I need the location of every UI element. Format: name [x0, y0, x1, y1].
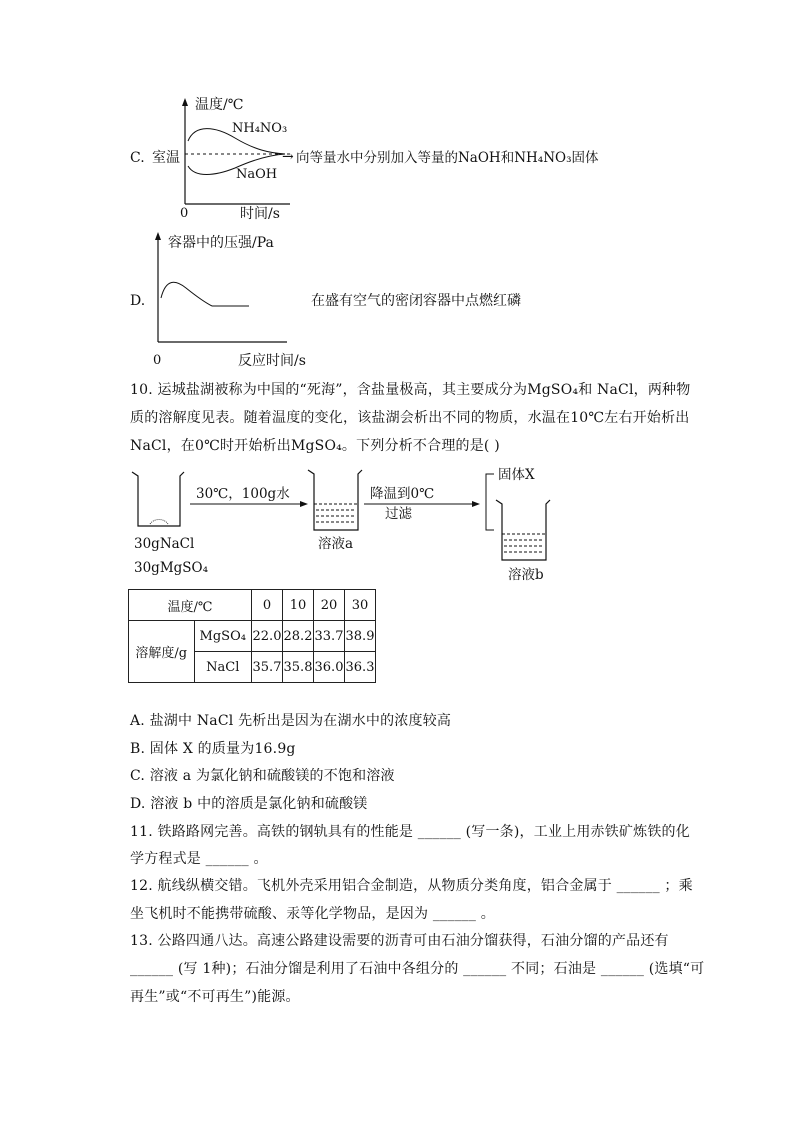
- temp-cell: 0: [252, 590, 283, 621]
- temp-cell: 20: [314, 590, 345, 621]
- graph-c-x-label: 时间/s: [240, 206, 280, 222]
- graph-d-x-label: 反应时间/s: [238, 353, 306, 369]
- q11-line-1: 11. 铁路路网完善。高铁的钢轨具有的性能是 ______ (写一条)，工业上用赤铁矿炼铁的化: [130, 824, 690, 840]
- q12-line-2: 坐飞机时不能携带硫酸、汞等化学物品，是因为 ______ 。: [130, 906, 495, 922]
- option-c-label: C.: [130, 150, 145, 166]
- substance-name: NaCl: [194, 652, 251, 683]
- solubility-table: [128, 589, 376, 683]
- table-cell: 38.9: [345, 621, 376, 652]
- q10-option-a[interactable]: A. 盐湖中 NaCl 先析出是因为在湖水中的浓度较高: [130, 713, 452, 729]
- temperature-y-label: 温度/℃: [195, 97, 244, 113]
- q13-line-1: 13. 公路四通八达。高速公路建设需要的沥青可由石油分馏获得，石油分馏的产品还有: [130, 933, 669, 949]
- option-d-description: 在盛有空气的密闭容器中点燃红磷: [311, 293, 521, 309]
- graph-c-arrow: →: [282, 149, 294, 165]
- beaker-1-label-mgso4: 30gMgSO₄: [134, 560, 209, 576]
- solubility-row-header: 溶解度/g: [129, 621, 195, 683]
- q13-line-2: ______ (写 1种)；石油分馏是利用了石油中各组分的 ______ 不同；石油是 ______ (选填“可: [130, 961, 705, 977]
- q10-option-b[interactable]: B. 固体 X 的质量为16.9g: [130, 741, 296, 757]
- q13-line-3: 再生”或“不可再生”)能源。: [130, 989, 300, 1005]
- table-cell: 36.0: [314, 652, 345, 683]
- curve-nh4no3-label: NH₄NO₃: [232, 121, 288, 136]
- q12-line-1: 12. 航线纵横交错。飞机外壳采用铝合金制造，从物质分类角度，铝合金属于 ______ ；乘: [130, 878, 693, 894]
- option-c-description: 向等量水中分别加入等量的NaOH和NH₄NO₃固体: [296, 150, 599, 166]
- table-cell: 22.0: [252, 621, 283, 652]
- arrow-2-top-label: 降温到0℃: [370, 486, 435, 502]
- graph-c-origin: 0: [180, 206, 189, 221]
- beaker-1-icon: [132, 472, 184, 526]
- option-d-label: D.: [130, 293, 146, 309]
- table-cell: 35.7: [252, 652, 283, 683]
- q10-line-1: 10. 运城盐湖被称为中国的“死海”，含盐量极高，其主要成分为MgSO₄和 NaCl，两种物: [130, 382, 691, 398]
- beaker-2-icon: [308, 470, 362, 530]
- table-cell: 36.3: [345, 652, 376, 683]
- beaker-3-icon: [496, 500, 550, 560]
- temp-cell: 10: [283, 590, 314, 621]
- table-cell: 35.8: [283, 652, 314, 683]
- temp-header: 温度/℃: [129, 590, 252, 621]
- arrow-2-bottom-label: 过滤: [385, 506, 412, 522]
- q10-line-2: 质的溶解度见表。随着温度的变化，该盐湖会析出不同的物质，水温在10℃左右开始析出: [130, 410, 690, 426]
- beaker-1-label-nacl: 30gNaCl: [134, 536, 195, 552]
- q11-line-2: 学方程式是 ______ 。: [130, 851, 268, 867]
- solution-a-label: 溶液a: [318, 536, 354, 552]
- q10-option-d[interactable]: D. 溶液 b 中的溶质是氯化钠和硫酸镁: [130, 796, 368, 812]
- table-cell: 28.2: [283, 621, 314, 652]
- solution-b-label: 溶液b: [508, 567, 544, 583]
- q10-option-c[interactable]: C. 溶液 a 为氯化钠和硫酸镁的不饱和溶液: [130, 768, 395, 784]
- pressure-y-label: 容器中的压强/Pa: [168, 235, 274, 251]
- arrow-1-label: 30℃，100g水: [196, 486, 290, 502]
- curve-naoh-label: NaOH: [236, 167, 278, 182]
- graph-d-origin: 0: [153, 353, 162, 368]
- temp-cell: 30: [345, 590, 376, 621]
- solid-x-label: 固体X: [498, 467, 535, 483]
- table-cell: 33.7: [314, 621, 345, 652]
- room-temp-label: 室温: [152, 150, 180, 166]
- q10-line-3: NaCl，在0℃时开始析出MgSO₄。下列分析不合理的是( ): [130, 438, 500, 454]
- substance-name: MgSO₄: [194, 621, 251, 652]
